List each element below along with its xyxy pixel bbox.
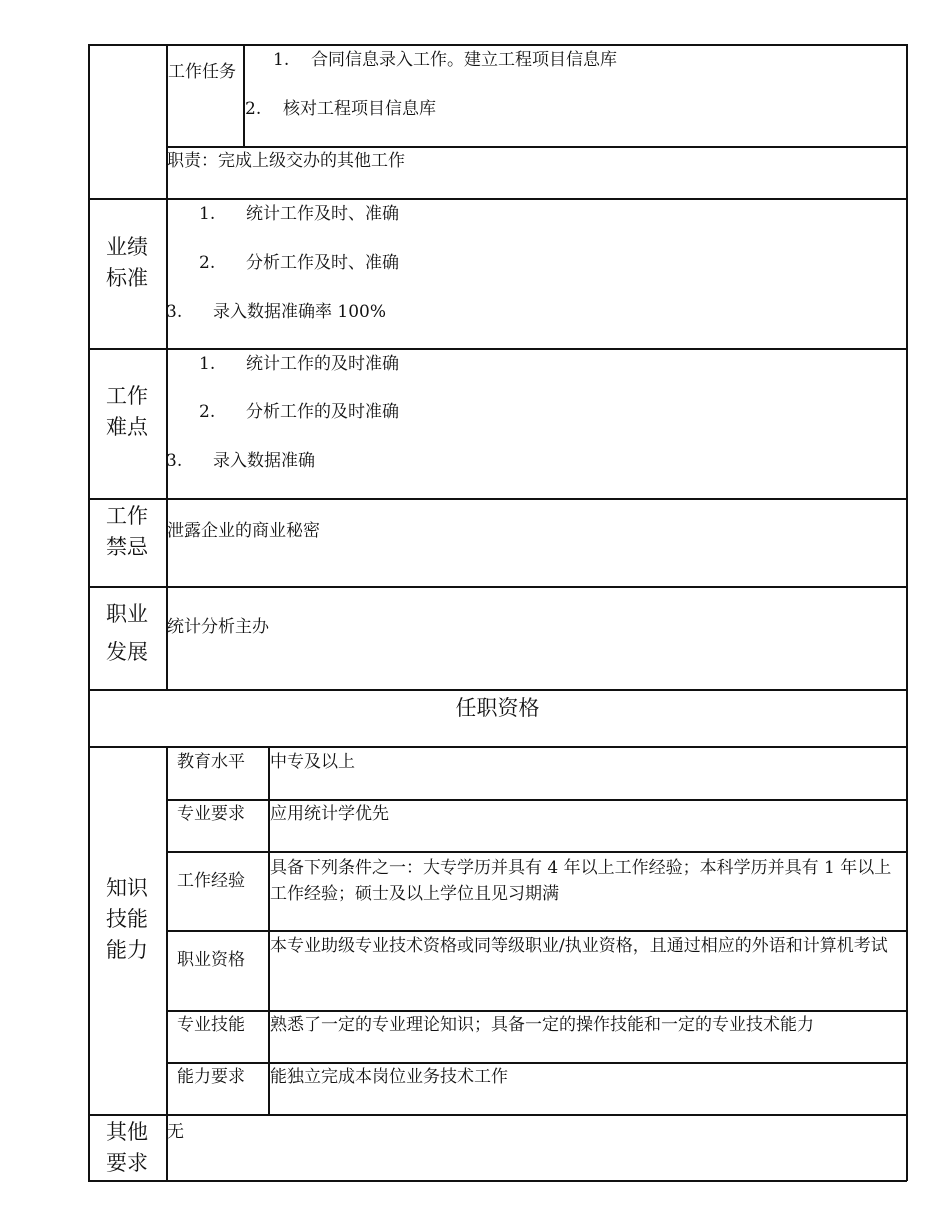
performance-item-text: 录入数据准确率 100% xyxy=(213,302,387,322)
qual-row-label-major: 专业要求 xyxy=(177,804,245,824)
difficulty-item-text: 录入数据准确 xyxy=(213,451,315,471)
qual-row-value-skills: 熟悉了一定的专业理论知识；具备一定的操作技能和一定的专业技术能力 xyxy=(270,1015,814,1035)
task-item-number: 1. xyxy=(273,50,290,70)
table-border-bottom xyxy=(88,1180,907,1182)
label-column-divider-bottom xyxy=(166,746,168,1181)
difficulty-item-number: 3. xyxy=(166,451,183,471)
task-label: 工作任务 xyxy=(168,62,236,82)
difficulty-item-number: 1. xyxy=(199,354,216,374)
qual-row-value-education: 中专及以上 xyxy=(270,752,355,772)
qual-row-value-certification: 本专业助级专业技术资格或同等级职业/执业资格，且通过相应的外语和计算机考试 xyxy=(270,936,888,956)
performance-item-text: 分析工作及时、准确 xyxy=(246,253,399,273)
other-requirements-label: 其他 要求 xyxy=(106,1120,148,1175)
row-divider xyxy=(88,498,907,500)
row-divider xyxy=(88,586,907,588)
task-item-number: 2. xyxy=(245,99,262,119)
taboos-label: 工作 禁忌 xyxy=(106,504,148,559)
performance-item-number: 1. xyxy=(199,204,216,224)
qual-row-label-certification: 职业资格 xyxy=(177,950,245,970)
taboos-text: 泄露企业的商业秘密 xyxy=(167,521,320,541)
table-border-top xyxy=(88,44,907,46)
label-column-divider-top xyxy=(166,44,168,690)
qual-row-label-education: 教育水平 xyxy=(177,752,245,772)
qual-row-divider xyxy=(166,851,907,853)
qual-row-value-experience: 具备下列条件之一：大专学历并具有 4 年以上工作经验；本科学历并具有 1 年以上工作经验；硕士及以上学位且见习期满 xyxy=(270,858,892,904)
row-divider xyxy=(88,1114,907,1116)
performance-item-number: 2. xyxy=(199,253,216,273)
qualifications-section-title: 任职资格 xyxy=(455,696,540,720)
performance-item-text: 统计工作及时、准确 xyxy=(246,204,399,224)
career-text: 统计分析主办 xyxy=(167,617,269,637)
difficulty-item-number: 2. xyxy=(199,402,216,422)
responsibility-text: 职责：完成上级交办的其他工作 xyxy=(167,151,405,171)
row-divider xyxy=(88,198,907,200)
difficulty-item-text: 分析工作的及时准确 xyxy=(246,402,399,422)
other-requirements-text: 无 xyxy=(167,1122,184,1142)
qual-row-value-ability: 能独立完成本岗位业务技术工作 xyxy=(270,1067,508,1087)
performance-label: 业绩 标准 xyxy=(106,235,148,290)
qual-row-divider xyxy=(166,930,907,932)
qual-row-label-experience: 工作经验 xyxy=(177,871,245,891)
qualifications-label: 知识 技能 能力 xyxy=(106,876,148,962)
qual-row-label-ability: 能力要求 xyxy=(177,1067,245,1087)
row-divider xyxy=(88,746,907,748)
qual-row-value-major: 应用统计学优先 xyxy=(270,804,389,824)
difficulties-label: 工作 难点 xyxy=(106,384,148,439)
task-item-text: 合同信息录入工作。建立工程项目信息库 xyxy=(311,50,617,70)
performance-item-number: 3. xyxy=(166,302,183,322)
difficulty-item-text: 统计工作的及时准确 xyxy=(246,354,399,374)
task-label-divider xyxy=(243,44,245,146)
task-item-text: 核对工程项目信息库 xyxy=(283,99,436,119)
career-label: 职业 发展 xyxy=(106,602,148,664)
qual-row-label-skills: 专业技能 xyxy=(177,1015,245,1035)
row-divider xyxy=(88,348,907,350)
